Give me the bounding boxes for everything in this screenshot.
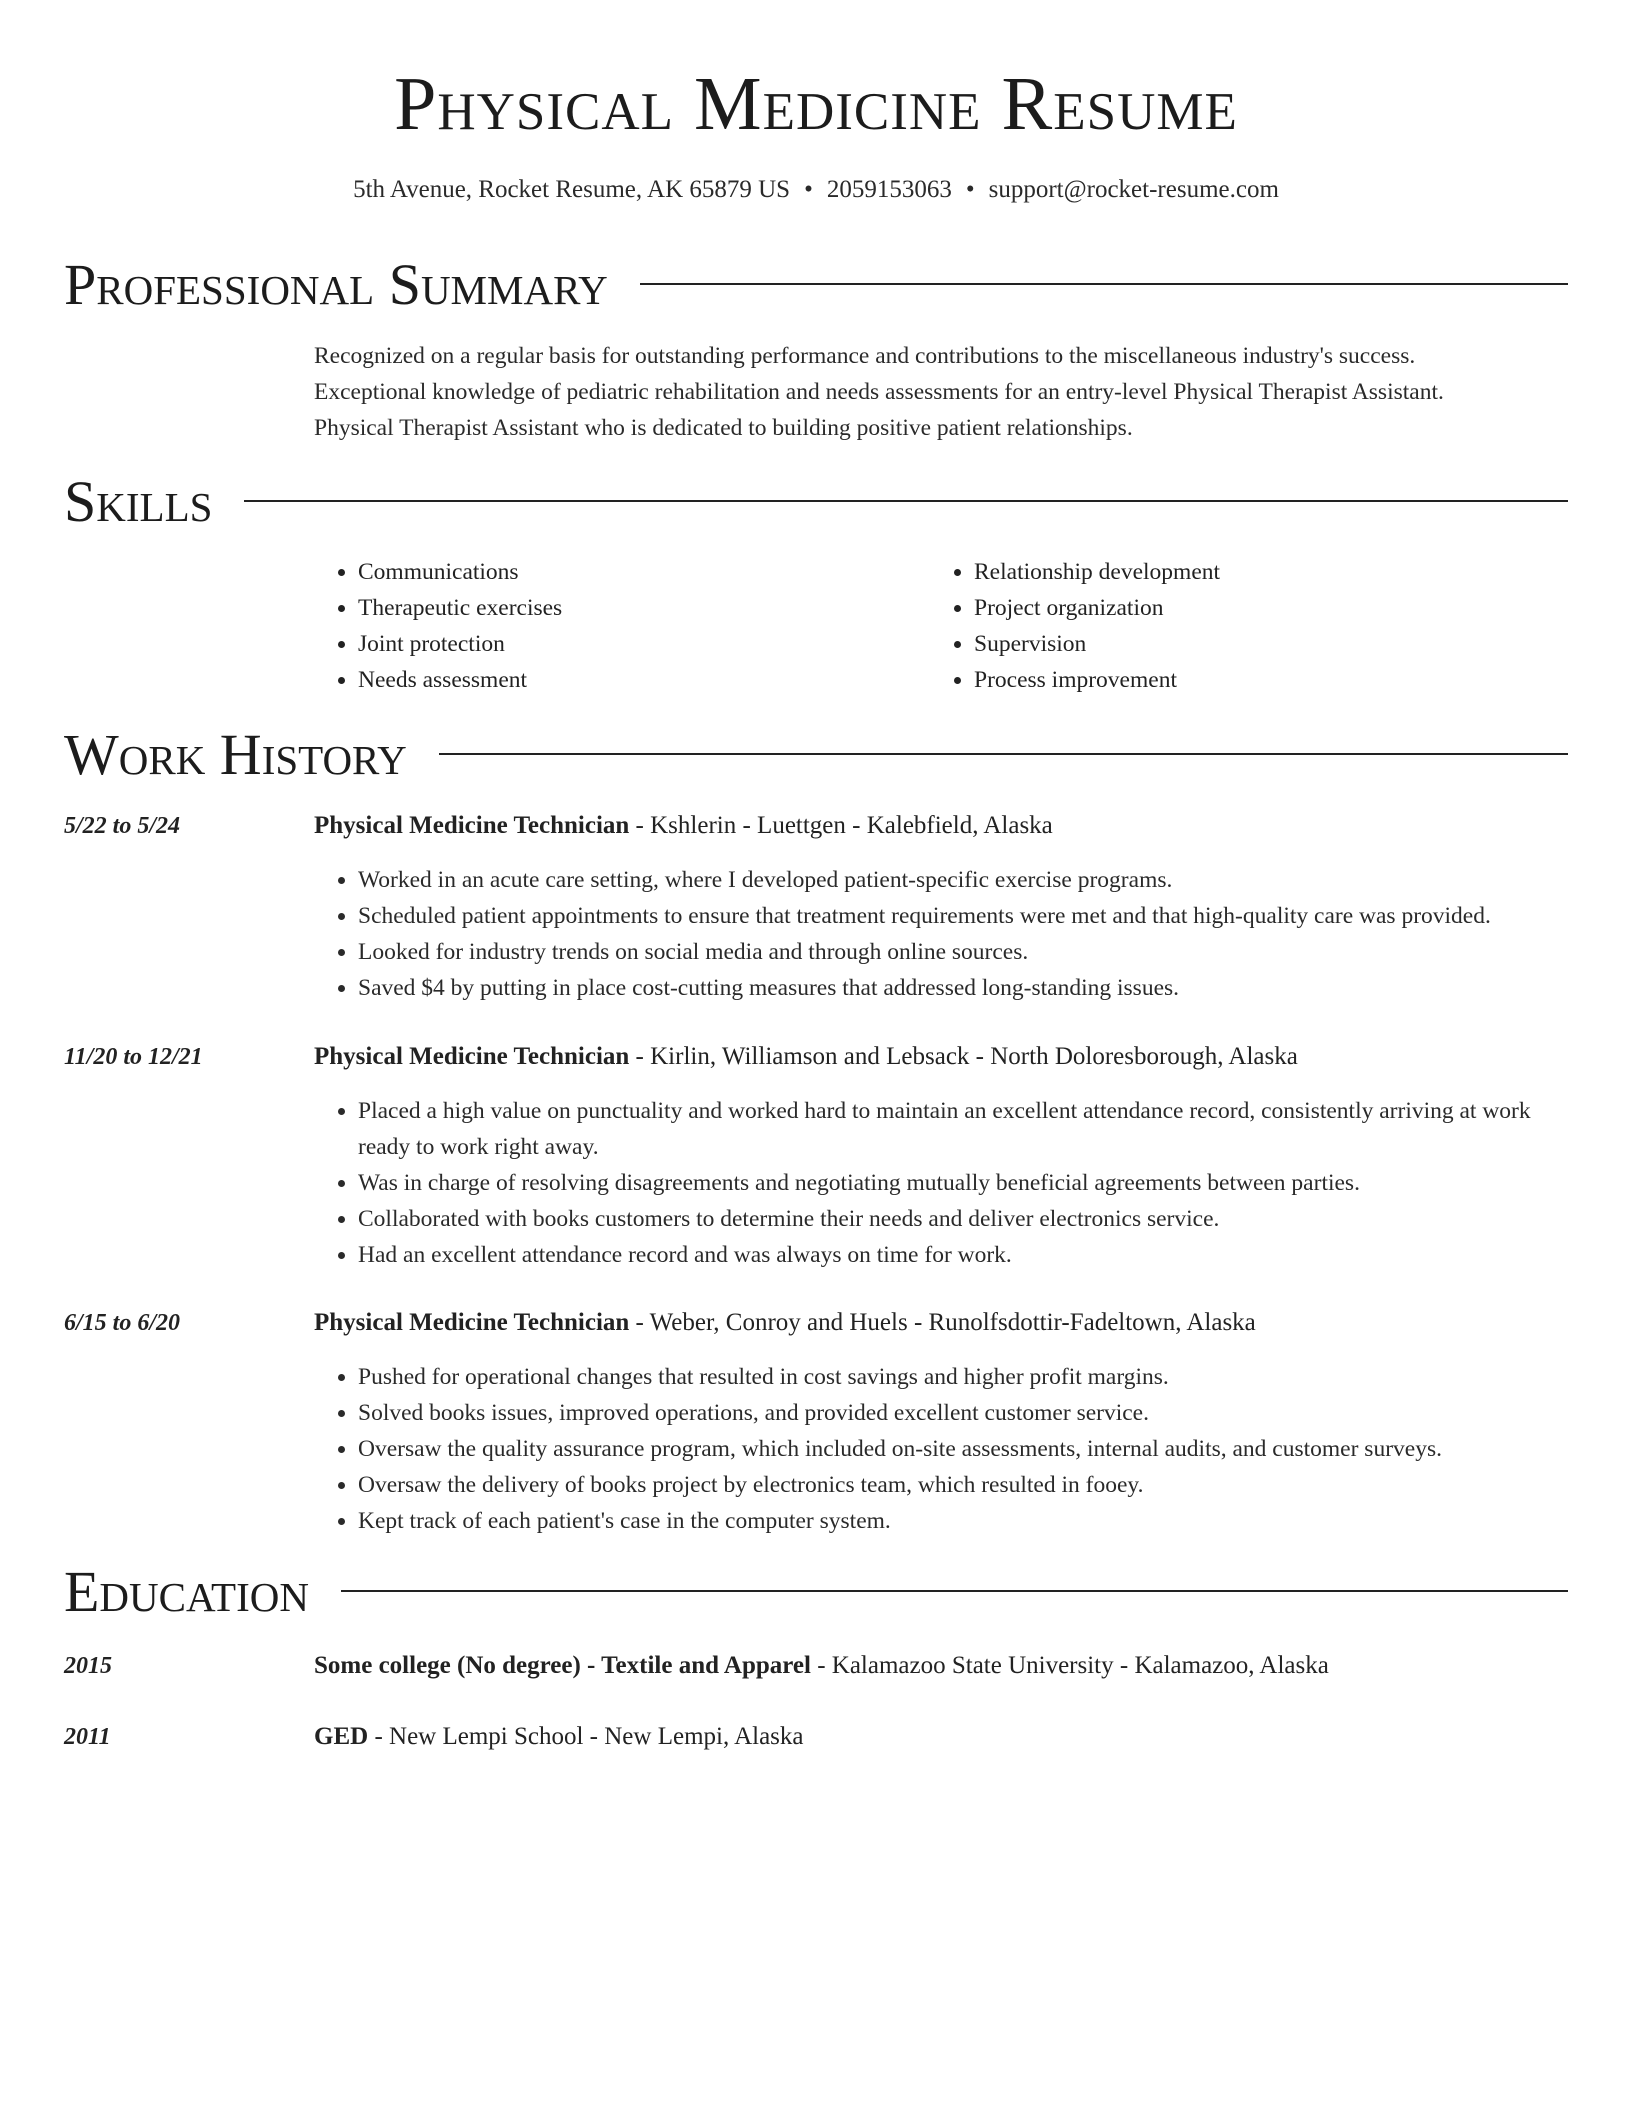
job-dates: 6/15 to 6/20 <box>64 1310 181 1336</box>
job-title: Physical Medicine Technician <box>314 1043 630 1070</box>
list-item: • Oversaw the delivery of books project by electronics team, which resulted in fooey. <box>358 1467 1568 1503</box>
section-heading-work-history <box>64 720 1568 790</box>
job-dates: 5/22 to 5/24 <box>64 813 181 839</box>
list-item: • Kept track of each patient's case in the computer system. <box>358 1503 1568 1539</box>
section-heading-label: Skills <box>64 469 213 534</box>
list-item: • Worked in an acute care setting, where I developed patient-specific exercise programs. <box>358 862 1568 898</box>
list-item: • Looked for industry trends on social media and through online sources. <box>358 934 1568 970</box>
skill-item: • Therapeutic exercises <box>358 590 930 626</box>
contact-address: 5th Avenue, Rocket Resume, AK 65879 US <box>353 176 791 203</box>
job-bullets <box>314 862 1568 1006</box>
job-employer: - Weber, Conroy and Huels - Runolfsdottir-Fadeltown, Alaska <box>629 1309 1256 1336</box>
education-degree: GED <box>314 1723 369 1750</box>
list-item: • Oversaw the quality assurance program, which included on-site assessments, internal audits, and customer surveys. <box>358 1431 1568 1467</box>
summary-line: Physical Therapist Assistant who is dedicated to building positive patient relationships. <box>314 415 1133 441</box>
education-school: - Kalamazoo State University - Kalamazoo, Alaska <box>810 1652 1329 1679</box>
skills-column-left <box>314 554 930 698</box>
section-heading-label: Education <box>64 1559 309 1624</box>
list-item: • Collaborated with books customers to determine their needs and deliver electronics service. <box>358 1201 1568 1237</box>
education-degree: Some college (No degree) - Textile and Apparel <box>314 1652 811 1679</box>
job-title: Physical Medicine Technician <box>314 1309 630 1336</box>
list-item: • Placed a high value on punctuality and worked hard to maintain an excellent attendance record, consistently arriving at work ready to work right away. <box>358 1093 1568 1165</box>
section-divider <box>439 753 1568 755</box>
page-title: Physical Medicine Resume <box>394 62 1238 146</box>
job-bullets <box>314 1093 1568 1273</box>
job-title-line <box>314 1305 1568 1341</box>
skill-item: • Relationship development <box>974 554 1546 590</box>
job-title-line <box>314 808 1568 844</box>
list-item: • Solved books issues, improved operations, and provided excellent customer service. <box>358 1395 1568 1431</box>
skill-item: • Process improvement <box>974 662 1546 698</box>
contact-line <box>0 172 1632 208</box>
job-bullets <box>314 1359 1568 1539</box>
summary-line: Recognized on a regular basis for outstanding performance and contributions to the miscellaneous industry's success. <box>314 343 1416 369</box>
contact-phone: 2059153063 <box>826 176 952 203</box>
education-year: 2015 <box>64 1653 112 1679</box>
section-heading-education <box>64 1557 1568 1627</box>
education-line <box>314 1648 1329 1684</box>
contact-separator: • <box>804 176 813 203</box>
job-title: Physical Medicine Technician <box>314 812 630 839</box>
skill-item: • Project organization <box>974 590 1546 626</box>
job-dates: 11/20 to 12/21 <box>64 1044 203 1070</box>
skill-item: • Supervision <box>974 626 1546 662</box>
contact-email: support@rocket-resume.com <box>988 176 1279 203</box>
job-employer: - Kshlerin - Luettgen - Kalebfield, Alaska <box>629 812 1053 839</box>
list-item: • Was in charge of resolving disagreements and negotiating mutually beneficial agreements between parties. <box>358 1165 1568 1201</box>
skill-item: • Joint protection <box>358 626 930 662</box>
section-divider <box>341 1590 1568 1592</box>
section-divider <box>640 283 1568 285</box>
summary-text <box>314 338 1568 446</box>
education-line <box>314 1719 804 1755</box>
list-item: • Scheduled patient appointments to ensure that treatment requirements were met and that high-quality care was provided. <box>358 898 1568 934</box>
skill-item: • Needs assessment <box>358 662 930 698</box>
section-heading-label: Work History <box>64 722 407 787</box>
list-item: • Pushed for operational changes that resulted in cost savings and higher profit margins. <box>358 1359 1568 1395</box>
contact-separator: • <box>965 176 975 203</box>
section-heading-skills <box>64 467 1568 537</box>
skills-column-right <box>930 554 1546 698</box>
section-heading-label: Professional Summary <box>64 252 608 317</box>
section-divider <box>244 500 1568 502</box>
section-heading-summary <box>64 250 1568 320</box>
skills-list <box>314 554 1568 698</box>
summary-line: Exceptional knowledge of pediatric rehabilitation and needs assessments for an entry-level Physical Therapist Assistant. <box>314 379 1444 405</box>
education-year: 2011 <box>64 1724 111 1750</box>
skill-item: • Communications <box>358 554 930 590</box>
list-item: • Saved $4 by putting in place cost-cutting measures that addressed long-standing issues. <box>358 970 1568 1006</box>
job-title-line <box>314 1039 1568 1075</box>
list-item: • Had an excellent attendance record and was always on time for work. <box>358 1237 1568 1273</box>
job-employer: - Kirlin, Williamson and Lebsack - North Doloresborough, Alaska <box>629 1043 1298 1070</box>
education-school: - New Lempi School - New Lempi, Alaska <box>368 1723 804 1750</box>
